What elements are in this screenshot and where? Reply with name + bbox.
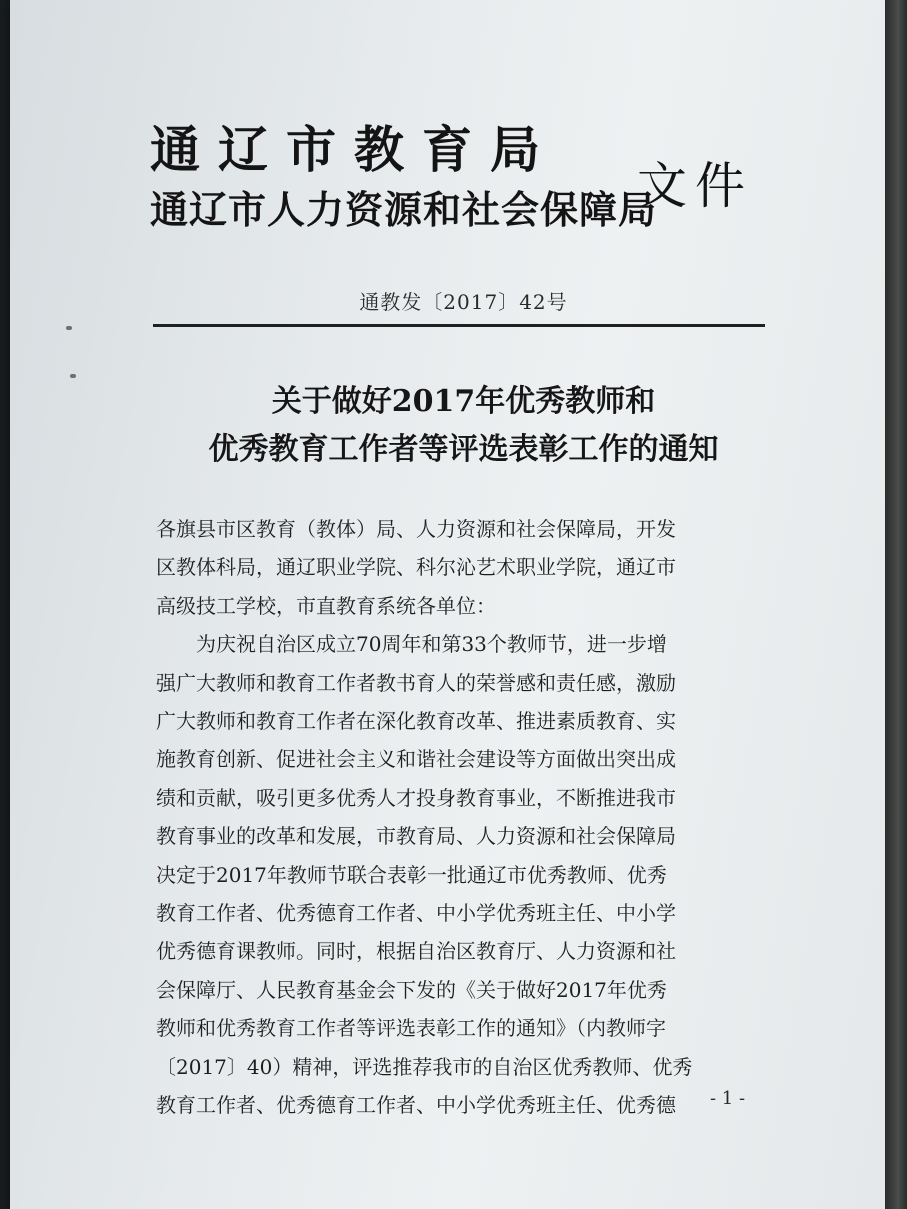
title-line: 关于做好2017年优秀教师和 [271, 384, 656, 419]
body-line: 各旗县市区教育（教体）局、人力资源和社会保障局，开发 [156, 517, 676, 541]
body-line: 教师和优秀教育工作者等评选表彰工作的通知》（内教师字 [156, 1016, 666, 1041]
body-line: 教育工作者、优秀德育工作者、中小学优秀班主任、中小学 [156, 901, 676, 926]
body-line: 教育工作者、优秀德育工作者、中小学优秀班主任、优秀德 [156, 1093, 676, 1118]
issuing-organizations [150, 118, 658, 238]
document-number: 通教发〔2017〕42号 [359, 290, 568, 314]
body-line: 教育事业的改革和发展，市教育局、人力资源和社会保障局 [156, 824, 676, 849]
header-divider [153, 324, 765, 327]
body-line: 优秀德育课教师。同时，根据自治区教育厅、人力资源和社 [156, 939, 676, 964]
document-body [156, 510, 782, 1125]
document-type-label: 文件 [637, 157, 753, 215]
body-line: 高级技工学校，市直教育系统各单位： [156, 593, 496, 618]
document-title [10, 378, 907, 474]
body-line: 〔2017〕40）精神，评选推荐我市的自治区优秀教师、优秀 [156, 1054, 693, 1079]
page-number: - 1 - [710, 1088, 746, 1109]
title-line: 优秀教育工作者等评选表彰工作的通知 [208, 432, 719, 467]
body-line: 区教体科局，通辽职业学院、科尔沁艺术职业学院，通辽市 [156, 555, 676, 580]
body-line: 施教育创新、促进社会主义和谐社会建设等方面做出突出成 [156, 747, 676, 772]
punch-hole [66, 326, 72, 330]
body-line: 广大教师和教育工作者在深化教育改革、推进素质教育、实 [156, 709, 676, 734]
body-line: 绩和贡献，吸引更多优秀人才投身教育事业，不断推进我市 [156, 785, 676, 810]
body-line: 会保障厅、人民教育基金会下发的《关于做好2017年优秀 [156, 977, 667, 1002]
background-surface [885, 0, 907, 1209]
document-page [10, 0, 886, 1209]
org-name-education-bureau: 通辽市教育局 [150, 121, 558, 179]
org-name-hr-bureau: 通辽市人力资源和社会保障局 [150, 188, 658, 232]
body-line: 决定于2017年教师节联合表彰一批通辽市优秀教师、优秀 [156, 862, 667, 887]
body-line: 强广大教师和教育工作者教书育人的荣誉感和责任感，激励 [156, 670, 676, 695]
body-line: 为庆祝自治区成立70周年和第33个教师节，进一步增 [156, 632, 667, 657]
